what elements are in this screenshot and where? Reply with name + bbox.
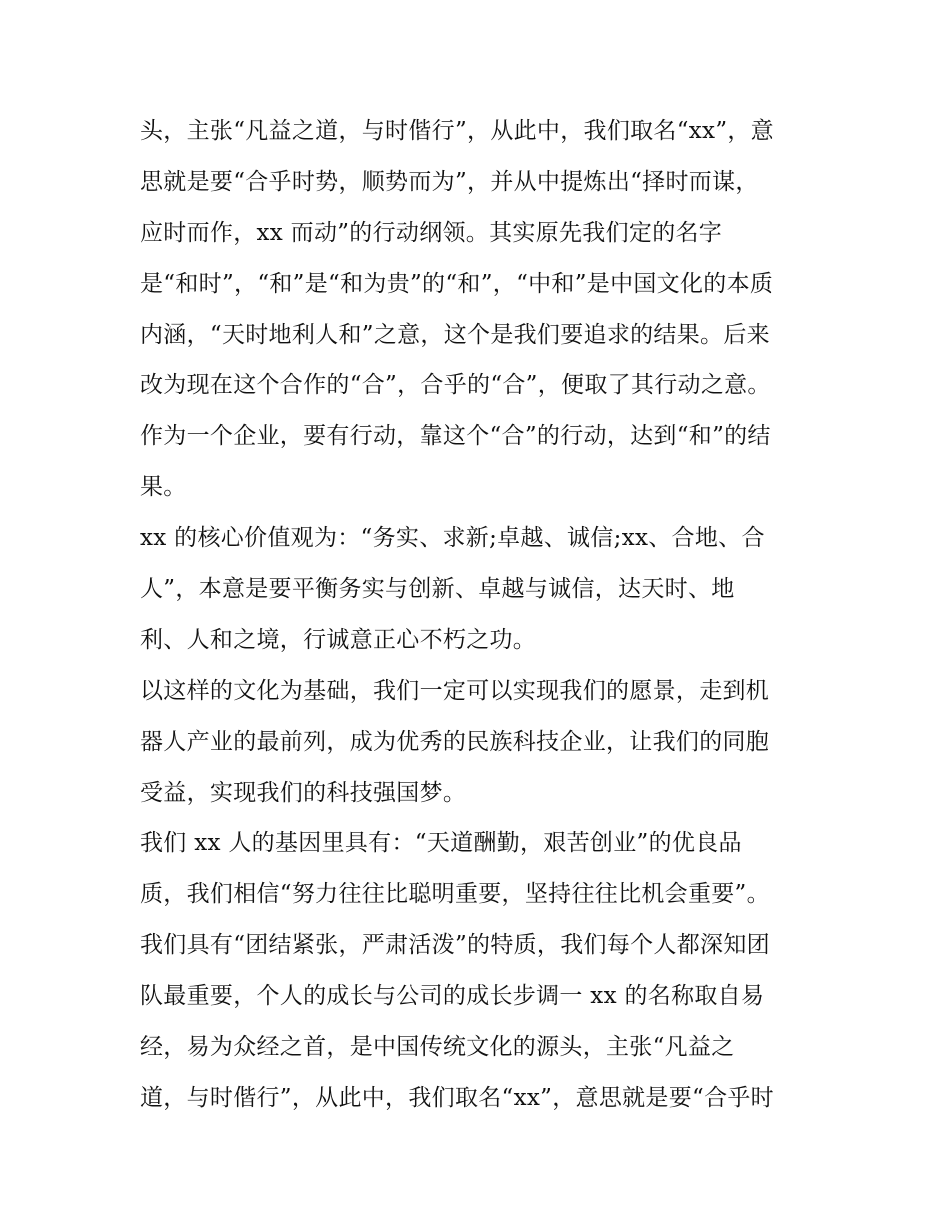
text-line: 头，主张“凡益之道，与时偕行”，从此中，我们取名“xx”，意 [140,118,774,144]
text-line: 人”，本意是要平衡务实与创新、卓越与诚信，达天时、地 [140,576,735,603]
text-line: 道，与时偕行”，从此中，我们取名“xx”，意思就是要“合乎时 [140,1084,774,1111]
text-line: 我们 xx 人的基因里具有：“天道酬勤，艰苦创业”的优良品 [140,830,742,857]
text-line: 果。 [140,474,187,501]
text-line: 队最重要，个人的成长与公司的成长步调一 xx 的名称取自易 [140,983,765,1010]
text-line: 是“和时”，“和”是“和为贵”的“和”，“中和”是中国文化的本质 [140,270,774,297]
text-line: 作为一个企业，要有行动，靠这个“合”的行动，达到“和”的结 [140,423,771,450]
text-line: 应时而作，xx 而动”的行动纲领。其实原先我们定的名字 [140,219,723,246]
text-line: 器人产业的最前列，成为优秀的民族科技企业，让我们的同胞 [140,728,770,755]
body-text [140,106,830,1124]
text-line: 受益，实现我们的科技强国梦。 [140,779,467,806]
text-line: 思就是要“合乎时势，顺势而为”，并从中提炼出“择时而谋， [140,168,759,195]
text-line: 质，我们相信“努力往往比聪明重要，坚持往往比机会重要”。 [140,881,770,908]
text-line: 改为现在这个合作的“合”，合乎的“合”，便取了其行动之意。 [140,372,771,399]
text-line: 我们具有“团结紧张，严肃活泼”的特质，我们每个人都深知团 [140,932,770,959]
text-line: xx 的核心价值观为：“务实、求新;卓越、诚信;xx、合地、合 [140,525,765,552]
text-line: 利、人和之境，行诚意正心不朽之功。 [140,626,537,653]
text-line: 经，易为众经之首，是中国传统文化的源头，主张“凡益之 [140,1034,735,1061]
text-line: 以这样的文化为基础，我们一定可以实现我们的愿景，走到机 [140,677,770,704]
text-line: 内涵，“天时地利人和”之意，这个是我们要追求的结果。后来 [140,321,770,348]
